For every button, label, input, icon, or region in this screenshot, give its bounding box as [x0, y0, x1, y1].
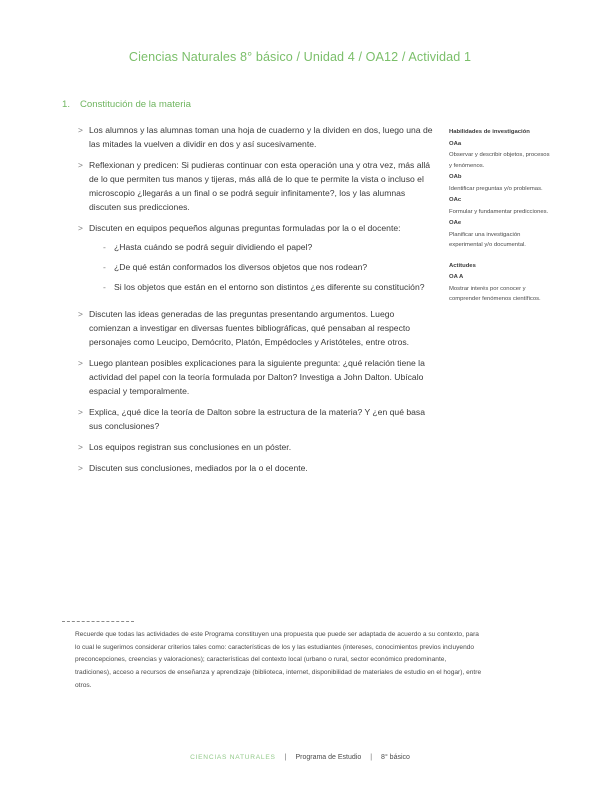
section-title: Constitución de la materia	[80, 99, 191, 110]
footnote-divider	[62, 621, 134, 622]
activity-text: Los equipos registran sus conclusiones en un póster.	[89, 441, 292, 452]
margin-objective-text: Mostrar interés por conocer y comprender fenómenos científicos.	[449, 285, 541, 302]
margin-objective-text: Formular y fundamentar predicciones.	[449, 208, 549, 215]
bullet-marker-icon: >	[78, 357, 83, 368]
activity-text: Discuten las ideas generadas de las preguntas presentando argumentos. Luego comienzan a investigar en diversas fuentes bibliográficas, qué pensaban al respecto personajes como Leucipo, Demócrito, Platón, Empédocles y Aristóteles, entre otros.	[89, 309, 411, 348]
activity-text-wrap	[89, 159, 433, 215]
page-footer	[0, 754, 600, 761]
footer-level: 8° básico	[381, 754, 410, 761]
margin-objective-text: Observar y describir objetos, procesos y fenómenos.	[449, 152, 550, 169]
subitem-text: Si los objetos que están en el entorno son distintos ¿es diferente su constitución?	[114, 282, 425, 293]
activity-text-wrap	[89, 406, 433, 434]
margin-objectives-column	[449, 127, 553, 306]
activity-item	[78, 159, 433, 215]
margin-objective-text: Identificar preguntas y/o problemas.	[449, 185, 543, 192]
bullet-marker-icon: >	[78, 125, 83, 135]
bullet-marker-icon: >	[78, 406, 83, 417]
activity-text-wrap	[89, 441, 433, 455]
footer-document-name: Programa de Estudio	[295, 754, 362, 761]
activity-text-wrap	[89, 222, 433, 302]
margin-objective-code: OAe	[449, 220, 462, 226]
section-heading	[62, 99, 191, 110]
activity-sublist	[89, 241, 433, 295]
footer-brand: CIENCIAS NATURALES	[190, 754, 276, 761]
bullet-marker-icon: >	[78, 222, 83, 233]
margin-objective-code: OAc	[449, 197, 462, 203]
activity-item	[78, 462, 433, 476]
activity-text: Los alumnos y las alumnas toman una hoja de cuaderno y la dividen en dos, luego una de las mitades la vuelven a dividir en dos y así sucesivamente.	[89, 125, 433, 149]
footer-separator-1: |	[284, 754, 287, 761]
margin-objective-text: Planificar una investigación experimental y/o documental.	[449, 231, 526, 248]
margin-objective-code: OA A	[449, 274, 464, 280]
activity-text: Luego plantean posibles explicaciones para la siguiente pregunta: ¿qué relación tiene la actividad del papel con la teoría formulada por Dalton? Investiga a John Dalton. Ubícalo espacial y temporalmente.	[89, 357, 425, 396]
activity-item	[78, 124, 433, 152]
margin-group-heading: Habilidades de investigación	[449, 129, 530, 135]
activity-list	[78, 124, 433, 482]
activity-item	[78, 222, 433, 302]
activity-text-wrap	[89, 124, 433, 152]
activity-subitem	[103, 241, 433, 255]
activity-item	[78, 441, 433, 455]
margin-objective-code: OAb	[449, 174, 462, 180]
subitem-marker-icon: -	[103, 262, 106, 273]
activity-text-wrap	[89, 462, 433, 476]
bullet-marker-icon: >	[78, 159, 83, 170]
activity-text: Discuten en equipos pequeños algunas preguntas formuladas por la o el docente:	[89, 222, 401, 233]
margin-objective-code: OAa	[449, 140, 462, 147]
subitem-marker-icon: -	[103, 242, 106, 253]
margin-group-spacer	[449, 252, 553, 261]
activity-subitem	[103, 261, 433, 275]
activity-item	[78, 308, 433, 350]
activity-text: Discuten sus conclusiones, mediados por la o el docente.	[89, 462, 308, 473]
activity-text-wrap	[89, 357, 433, 399]
subitem-text: ¿Hasta cuándo se podrá seguir dividiendo el papel?	[114, 242, 313, 253]
activity-text-wrap	[89, 308, 433, 350]
footer-separator-2: |	[370, 754, 373, 761]
bullet-marker-icon: >	[78, 309, 83, 320]
section-number: 1.	[62, 99, 71, 110]
activity-text: Explica, ¿qué dice la teoría de Dalton sobre la estructura de la materia? Y ¿en qué basa sus conclusiones?	[89, 406, 425, 431]
activity-text: Reflexionan y predicen: Si pudieras continuar con esta operación una y otra vez, más allá de lo que permiten tus manos y tijeras, más allá de lo que te permite la vista o incluso el microscopio ¿llegarás a un final o se podrá seguir infinitamente?, los y las alumnas discuten sus predicciones.	[89, 159, 431, 212]
footnote-block	[62, 621, 482, 692]
activity-subitem	[103, 281, 433, 295]
subitem-marker-icon: -	[103, 282, 106, 293]
activity-item	[78, 406, 433, 434]
document-breadcrumb-header: Ciencias Naturales 8° básico / Unidad 4 / OA12 / Actividad 1	[128, 50, 472, 64]
subitem-text: ¿De qué están conformados los diversos objetos que nos rodean?	[114, 262, 368, 273]
footnote-text: Recuerde que todas las actividades de este Programa constituyen una propuesta que puede ser adaptada de acuerdo a su contexto, para lo cual le sugerimos considerar criterios tales como: características de los y las estudiantes (intereses, conocimientos previos incluyendo preconcepciones, creencias y valoraciones); características del contexto local (urbano o rural, sector económico predominante, tradiciones), acceso a recursos de enseñanza y aprendizaje (biblioteca, internet, disponibilidad de materiales de estudio en el hogar), entre otros.	[75, 631, 482, 689]
bullet-marker-icon: >	[78, 462, 83, 473]
margin-group-heading: Actitudes	[449, 262, 476, 269]
bullet-marker-icon: >	[78, 441, 83, 452]
activity-item	[78, 357, 433, 399]
